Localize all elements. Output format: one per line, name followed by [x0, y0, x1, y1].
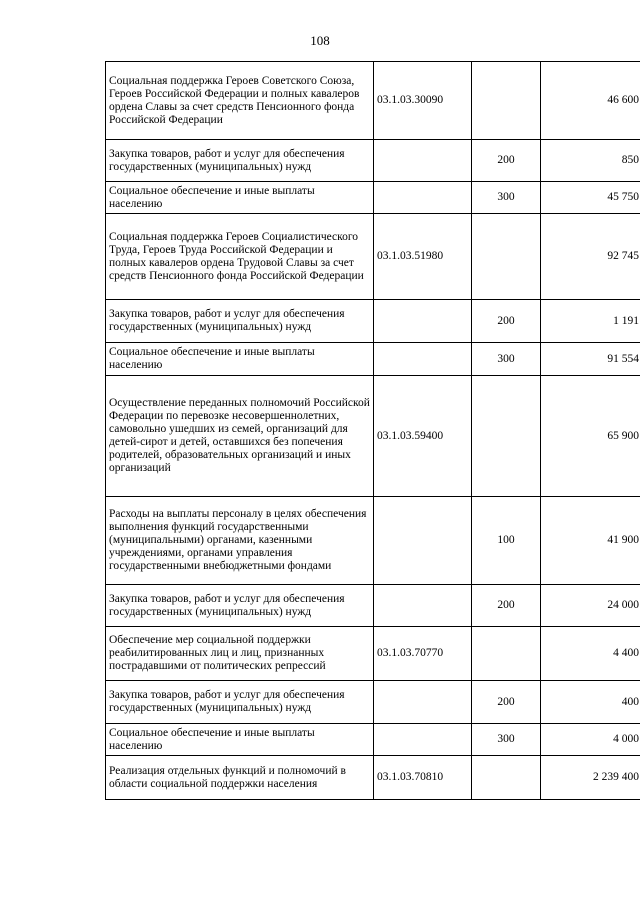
row-amount: 41 900 — [541, 497, 640, 585]
row-type: 200 — [472, 300, 541, 343]
row-code: 03.1.03.70810 — [374, 756, 472, 800]
row-type — [472, 756, 541, 800]
row-code: 03.1.03.30090 — [374, 62, 472, 140]
row-type — [472, 627, 541, 681]
row-amount: 92 745 — [541, 214, 640, 300]
row-name: Закупка товаров, работ и услуг для обеспечения государственных (муниципальных) нужд — [106, 140, 374, 182]
table-row — [106, 300, 640, 343]
row-code — [374, 681, 472, 724]
row-name: Реализация отдельных функций и полномочий в области социальной поддержки населения — [106, 756, 374, 800]
row-name: Социальная поддержка Героев Социалистического Труда, Героев Труда Российской Федерации и полных кавалеров ордена Трудовой Славы за счет средств Пенсионного фонда Российской Федерации — [106, 214, 374, 300]
row-type: 200 — [472, 140, 541, 182]
row-amount: 850 — [541, 140, 640, 182]
table-row — [106, 343, 640, 376]
page-number: 108 — [310, 33, 330, 48]
row-code — [374, 343, 472, 376]
row-name: Социальная поддержка Героев Советского Союза, Героев Российской Федерации и полных кавалеров ордена Славы за счет средств Пенсионного фонда Российской Федерации — [106, 62, 374, 140]
row-name: Закупка товаров, работ и услуг для обеспечения государственных (муниципальных) нужд — [106, 681, 374, 724]
row-code — [374, 724, 472, 756]
row-amount: 4 400 — [541, 627, 640, 681]
row-type: 200 — [472, 681, 541, 724]
row-name: Социальное обеспечение и иные выплаты населению — [106, 182, 374, 214]
row-code — [374, 585, 472, 627]
row-amount: 400 — [541, 681, 640, 724]
table-row — [106, 62, 640, 140]
row-type — [472, 62, 541, 140]
row-name: Расходы на выплаты персоналу в целях обеспечения выполнения функций государственными (муниципальными) органами, казенными учреждениями, органами управления государственными внебюджетными фондами — [106, 497, 374, 585]
row-name: Закупка товаров, работ и услуг для обеспечения государственных (муниципальных) нужд — [106, 585, 374, 627]
row-code — [374, 497, 472, 585]
row-amount: 91 554 — [541, 343, 640, 376]
row-amount: 65 900 — [541, 376, 640, 497]
row-name: Социальное обеспечение и иные выплаты населению — [106, 343, 374, 376]
row-amount: 1 191 — [541, 300, 640, 343]
table-row — [106, 140, 640, 182]
table-row — [106, 724, 640, 756]
table-row — [106, 497, 640, 585]
row-type — [472, 214, 541, 300]
row-code: 03.1.03.51980 — [374, 214, 472, 300]
row-code — [374, 300, 472, 343]
row-name: Обеспечение мер социальной поддержки реабилитированных лиц и лиц, признанных пострадавшими от политических репрессий — [106, 627, 374, 681]
budget-table — [105, 61, 640, 800]
row-code — [374, 182, 472, 214]
table-row — [106, 627, 640, 681]
row-amount: 24 000 — [541, 585, 640, 627]
row-type: 200 — [472, 585, 541, 627]
row-amount: 4 000 — [541, 724, 640, 756]
row-amount: 46 600 — [541, 62, 640, 140]
row-amount: 45 750 — [541, 182, 640, 214]
row-type: 300 — [472, 724, 541, 756]
row-code: 03.1.03.59400 — [374, 376, 472, 497]
table-row — [106, 376, 640, 497]
row-code: 03.1.03.70770 — [374, 627, 472, 681]
row-type: 300 — [472, 182, 541, 214]
row-name: Осуществление переданных полномочий Российской Федерации по перевозке несовершеннолетних, самовольно ушедших из семей, организаций для детей-сирот и детей, оставшихся без попечения родителей, образовательных организаций и иных организаций — [106, 376, 374, 497]
table-row — [106, 182, 640, 214]
table-row — [106, 214, 640, 300]
table-row — [106, 756, 640, 800]
table-row — [106, 681, 640, 724]
row-type: 100 — [472, 497, 541, 585]
row-amount: 2 239 400 — [541, 756, 640, 800]
row-code — [374, 140, 472, 182]
row-type — [472, 376, 541, 497]
row-name: Социальное обеспечение и иные выплаты населению — [106, 724, 374, 756]
row-type: 300 — [472, 343, 541, 376]
row-name: Закупка товаров, работ и услуг для обеспечения государственных (муниципальных) нужд — [106, 300, 374, 343]
table-row — [106, 585, 640, 627]
